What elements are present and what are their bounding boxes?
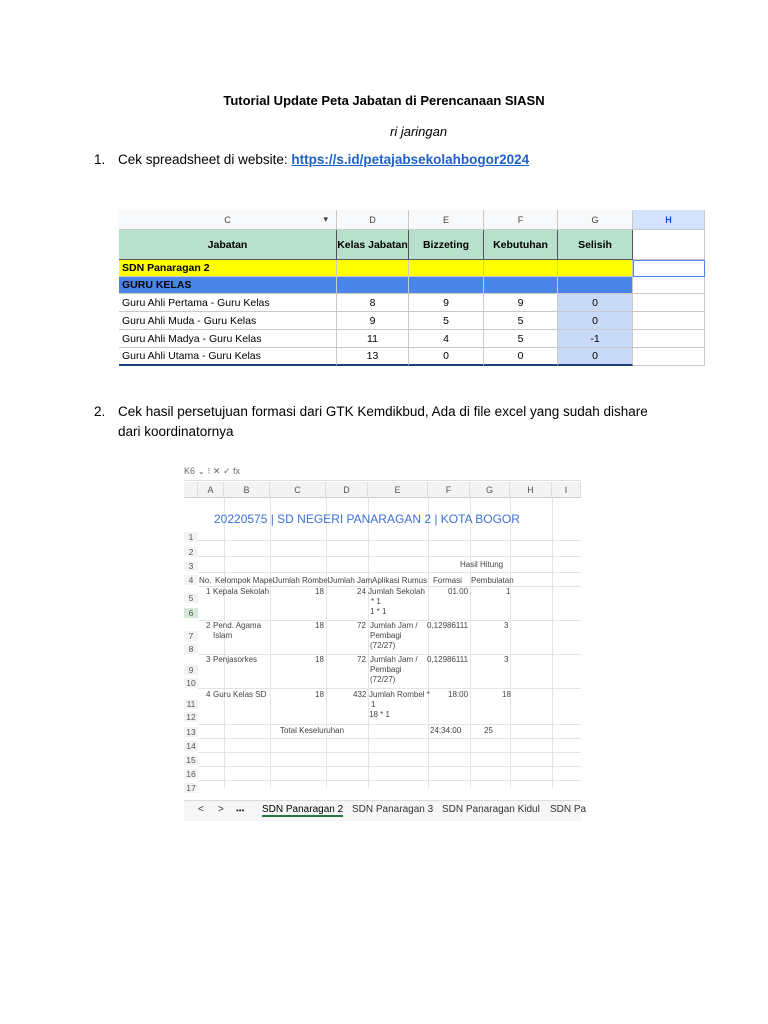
step-1-text: Cek spreadsheet di website: bbox=[118, 152, 292, 167]
table-cell-bizzeting: 9 bbox=[409, 294, 484, 312]
group-row: GURU KELAS bbox=[119, 277, 337, 294]
column-header-g: G bbox=[470, 482, 510, 498]
row-number: 8 bbox=[184, 644, 198, 654]
cell-rumus: Jumlah Sekolah bbox=[368, 587, 425, 596]
table-row-jabatan: Guru Ahli Utama - Guru Kelas bbox=[119, 348, 337, 366]
spreadsheet-link[interactable]: https://s.id/petajabsekolahbogor2024 bbox=[291, 152, 530, 167]
cell-formasi: 01.00 bbox=[448, 587, 469, 596]
cell-rombel: 18 bbox=[315, 690, 324, 699]
cell-mapel: Penjasorkes bbox=[213, 655, 258, 664]
table-cell-selisih: 0 bbox=[558, 312, 633, 330]
column-header-d: D bbox=[326, 482, 368, 498]
column-header-e: E bbox=[368, 482, 428, 498]
cell-mapel: Islam bbox=[213, 631, 233, 640]
cell-pembulatan: 18 bbox=[502, 690, 511, 699]
col-label-kelompok-mapel: Kelompok Mapel bbox=[215, 576, 275, 585]
cell-rumus: Jumlah Rombel * bbox=[369, 690, 430, 699]
table-cell-selisih: 0 bbox=[558, 348, 633, 366]
column-header-f: F bbox=[428, 482, 470, 498]
cell-rombel: 18 bbox=[315, 655, 324, 664]
col-label-jumlah-jam: Jumlah Jam bbox=[329, 576, 373, 585]
column-dropdown-icon: ▾ bbox=[323, 214, 328, 224]
table-cell-kelas: 11 bbox=[337, 330, 409, 348]
row-number: 14 bbox=[184, 741, 198, 751]
cell-rumus: Pembagi bbox=[370, 631, 402, 640]
col-label-formasi: Formasi bbox=[433, 576, 462, 585]
col-label-no: No. bbox=[199, 576, 212, 585]
row-number: 12 bbox=[184, 712, 198, 722]
column-header-a: A bbox=[198, 482, 224, 498]
table-cell-selisih: -1 bbox=[558, 330, 633, 348]
cell-pembulatan: 1 bbox=[506, 587, 511, 596]
cell-no: 2 bbox=[206, 621, 211, 630]
column-header-d: D bbox=[337, 210, 409, 230]
row-number: 1 bbox=[184, 532, 198, 542]
table-cell-kebutuhan: 0 bbox=[484, 348, 558, 366]
cell-pembulatan: 3 bbox=[504, 655, 509, 664]
row-number: 17 bbox=[184, 783, 198, 793]
cell-rombel: 18 bbox=[315, 587, 324, 596]
header-bizzeting: Bizzeting bbox=[409, 230, 484, 260]
row-number: 6 bbox=[184, 608, 198, 618]
cell-formasi: 18:00 bbox=[448, 690, 469, 699]
more-sheets-button[interactable]: ••• bbox=[236, 806, 245, 815]
hasil-hitung-label: Hasil Hitung bbox=[460, 560, 504, 569]
cell-rumus: 1 * 1 bbox=[370, 607, 387, 616]
column-header-f: F bbox=[484, 210, 558, 230]
column-header-h: H bbox=[633, 210, 705, 230]
prev-sheet-button[interactable]: < bbox=[198, 804, 204, 815]
row-number: 3 bbox=[184, 561, 198, 571]
tab-sdn-panaragan-kidul[interactable]: SDN Panaragan Kidul bbox=[442, 804, 540, 815]
step-2-number: 2. bbox=[94, 404, 106, 419]
row-number: 2 bbox=[184, 547, 198, 557]
col-label-aplikasi-rumus: Aplikasi Rumus bbox=[372, 576, 428, 585]
cell-rumus: (72/27) bbox=[370, 641, 396, 650]
spreadsheet-screenshot bbox=[119, 210, 705, 366]
step-2-text: Cek hasil persetujuan formasi dari GTK Kemdikbud, Ada di file excel yang sudah dishare dari koordinatornya bbox=[118, 404, 648, 439]
table-cell-kebutuhan: 9 bbox=[484, 294, 558, 312]
total-pembulatan: 25 bbox=[484, 726, 493, 735]
tab-sdn-pa[interactable]: SDN Pa bbox=[550, 804, 587, 815]
header-jabatan: Jabatan bbox=[119, 230, 337, 260]
cell-rumus: Jumlah Jam / bbox=[370, 621, 418, 630]
document-title: Tutorial Update Peta Jabatan di Perencanaan SIASN bbox=[223, 93, 545, 108]
column-header-i: I bbox=[552, 482, 581, 498]
excel-sheet-title: 20220575 | SD NEGERI PANARAGAN 2 | KOTA BOGOR bbox=[214, 512, 520, 526]
cell-rumus: Jumlah Jam / bbox=[370, 655, 418, 664]
next-sheet-button[interactable]: > bbox=[218, 804, 224, 815]
cell-jam: 432 bbox=[353, 690, 367, 699]
cell-jam: 24 bbox=[357, 587, 366, 596]
total-formasi: 24:34:00 bbox=[430, 726, 462, 735]
header-kelas-jabatan: Kelas Jabatan bbox=[337, 230, 409, 260]
column-header-c: C bbox=[270, 482, 326, 498]
excel-screenshot bbox=[184, 466, 587, 820]
row-number: 10 bbox=[184, 678, 198, 688]
table-cell-kelas: 9 bbox=[337, 312, 409, 330]
row-number: 11 bbox=[184, 699, 198, 709]
table-cell-kebutuhan: 5 bbox=[484, 312, 558, 330]
cell-formasi: 0,12986111 bbox=[427, 655, 469, 664]
tab-sdn-panaragan-2[interactable]: SDN Panaragan 2 bbox=[262, 804, 344, 815]
header-kebutuhan: Kebutuhan bbox=[484, 230, 558, 260]
cell-jam: 72 bbox=[357, 655, 366, 664]
cell-jam: 72 bbox=[357, 621, 366, 630]
school-name-row: SDN Panaragan 2 bbox=[119, 260, 337, 277]
table-row-jabatan: Guru Ahli Madya - Guru Kelas bbox=[119, 330, 337, 348]
table-cell-kelas: 8 bbox=[337, 294, 409, 312]
row-number: 4 bbox=[184, 575, 198, 585]
row-number: 5 bbox=[184, 593, 198, 603]
cell-no: 3 bbox=[206, 655, 211, 664]
table-cell-bizzeting: 4 bbox=[409, 330, 484, 348]
step-1-number: 1. bbox=[94, 152, 106, 167]
tab-sdn-panaragan-3[interactable]: SDN Panaragan 3 bbox=[352, 804, 434, 815]
col-label-jumlah-rombel: Jumlah Rombel bbox=[274, 576, 330, 585]
cell-rombel: 18 bbox=[315, 621, 324, 630]
table-cell-selisih: 0 bbox=[558, 294, 633, 312]
table-row-jabatan: Guru Ahli Muda - Guru Kelas bbox=[119, 312, 337, 330]
table-cell-bizzeting: 5 bbox=[409, 312, 484, 330]
cell-no: 1 bbox=[206, 587, 211, 596]
selected-cell[interactable] bbox=[633, 260, 705, 277]
row-number: 16 bbox=[184, 769, 198, 779]
formula-bar: K6 ⌄ ⁝ ✕ ✓ fx bbox=[184, 466, 581, 481]
cell-rumus: Pembagi bbox=[370, 665, 402, 674]
column-header-g: G bbox=[558, 210, 633, 230]
sheet-tabs-bar bbox=[184, 800, 587, 821]
table-cell-kebutuhan: 5 bbox=[484, 330, 558, 348]
col-label-pembulatan: Pembulatan bbox=[471, 576, 514, 585]
table-cell-kelas: 13 bbox=[337, 348, 409, 366]
row-number: 15 bbox=[184, 755, 198, 765]
cell-no: 4 bbox=[206, 690, 211, 699]
cell-rumus: (72/27) bbox=[370, 675, 396, 684]
row-number: 13 bbox=[184, 727, 198, 737]
column-header-e: E bbox=[409, 210, 484, 230]
empty-cell bbox=[633, 230, 705, 260]
row-number: 9 bbox=[184, 665, 198, 675]
column-header-b: B bbox=[224, 482, 270, 498]
corner-cell bbox=[184, 482, 198, 498]
cell-rumus: 18 * 1 bbox=[369, 710, 390, 719]
header-selisih: Selisih bbox=[558, 230, 633, 260]
cell-rumus: * 1 bbox=[371, 597, 381, 606]
column-header-h: H bbox=[510, 482, 552, 498]
column-header-c: C ▾ bbox=[119, 210, 337, 230]
row-number: 7 bbox=[184, 631, 198, 641]
table-cell-bizzeting: 0 bbox=[409, 348, 484, 366]
cell-mapel: Kepala Sekolah bbox=[213, 587, 270, 596]
total-label: Total Keseluruhan bbox=[280, 726, 345, 735]
cell-mapel: Guru Kelas SD bbox=[213, 690, 267, 699]
cell-pembulatan: 3 bbox=[504, 621, 509, 630]
document-subtitle: ri jaringan bbox=[390, 124, 448, 139]
cell-formasi: 0,12986111 bbox=[427, 621, 469, 630]
cell-mapel: Pend. Agama bbox=[213, 621, 262, 630]
table-row-jabatan: Guru Ahli Pertama - Guru Kelas bbox=[119, 294, 337, 312]
cell-rumus: 1 bbox=[371, 700, 376, 709]
